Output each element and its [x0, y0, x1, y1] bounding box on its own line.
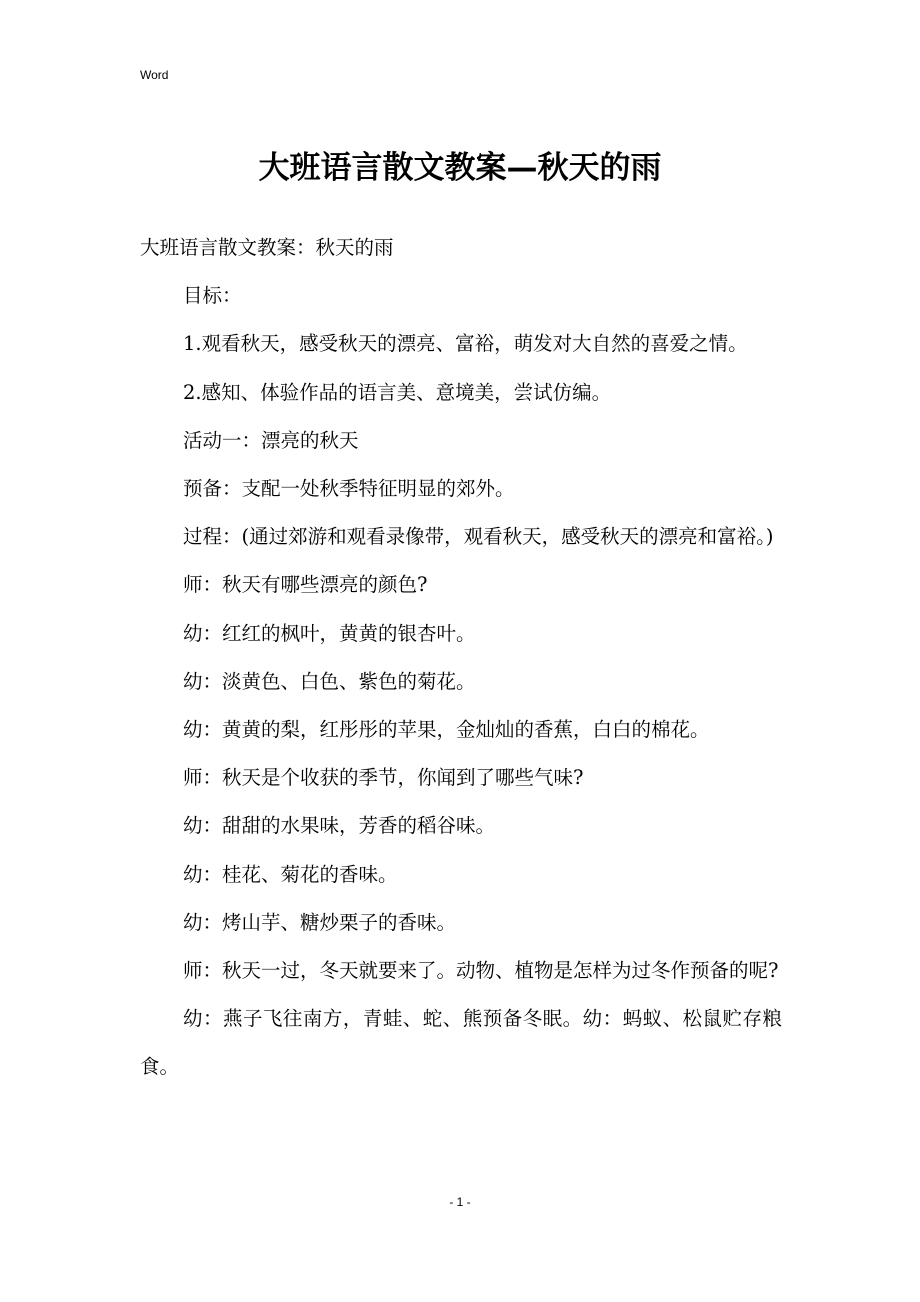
page-number: - 1 -	[449, 1195, 471, 1209]
paragraph-goal-2: 2.感知、体验作品的语言美、意境美，尝试仿编。	[183, 380, 612, 404]
paragraph-process: 过程：(通过郊游和观看录像带，观看秋天，感受秋天的漂亮和富裕。)	[183, 525, 774, 549]
paragraph-goals-heading: 目标：	[183, 284, 242, 308]
paragraph-dialogue: 师：秋天有哪些漂亮的颜色?	[183, 573, 428, 597]
paragraph-dialogue: 幼：烤山芋、糖炒栗子的香味。	[183, 910, 457, 934]
paragraph-dialogue: 师：秋天一过，冬天就要来了。动物、植物是怎样为过冬作预备的呢?	[183, 959, 779, 983]
paragraph-dialogue: 幼：红红的枫叶，黄黄的银杏叶。	[183, 621, 476, 645]
paragraph-preparation: 预备：支配一处秋季特征明显的郊外。	[183, 477, 515, 501]
paragraph-dialogue: 师：秋天是个收获的季节，你闻到了哪些气味?	[183, 766, 584, 790]
document-title: 大班语言散文教案—秋天的雨	[258, 150, 662, 186]
paragraph-dialogue: 幼：黄黄的梨，红彤彤的苹果，金灿灿的香蕉，白白的棉花。	[183, 718, 710, 742]
document-header-label: Word	[140, 68, 169, 82]
paragraph-dialogue: 幼：桂花、菊花的香味。	[183, 862, 398, 886]
paragraph-activity-heading: 活动一：漂亮的秋天	[183, 428, 359, 452]
paragraph-dialogue: 幼：燕子飞往南方，青蛙、蛇、熊预备冬眠。幼：蚂蚁、松鼠贮存粮食。	[140, 1007, 782, 1079]
paragraph-dialogue: 幼：甜甜的水果味，芳香的稻谷味。	[183, 814, 496, 838]
paragraph-subtitle: 大班语言散文教案：秋天的雨	[140, 236, 394, 259]
document-body	[140, 224, 782, 1092]
paragraph-dialogue: 幼：淡黄色、白色、紫色的菊花。	[183, 669, 476, 693]
paragraph-goal-1: 1.观看秋天，感受秋天的漂亮、富裕，萌发对大自然的喜爱之情。	[183, 332, 748, 356]
